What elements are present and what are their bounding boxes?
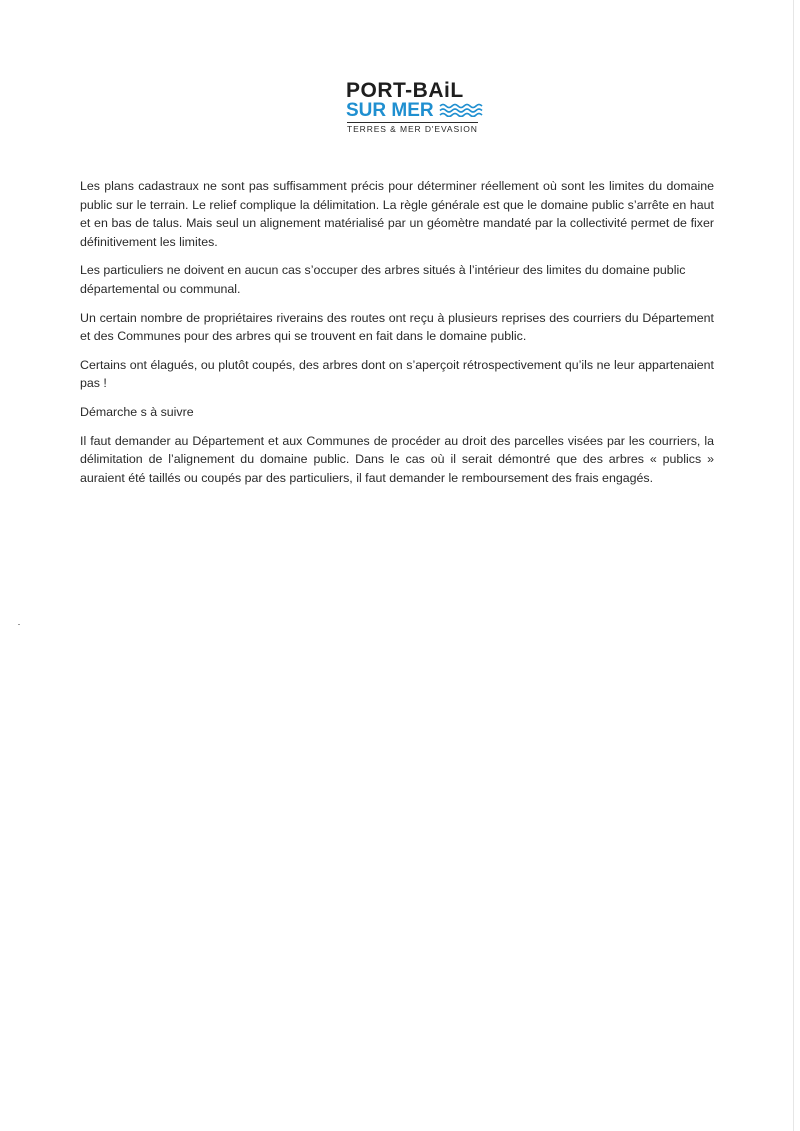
- section-heading-steps: Démarche s à suivre: [80, 404, 194, 419]
- paragraph-steps-to-follow: Il faut demander au Département et aux Communes de procéder au droit des parcelles visées par les courriers, la délimitation de l’alignement du domaine public. Dans le cas où il serait démontré que des arbres « publics » auraient été taillés ou coupés par des particuliers, il faut demander le remboursement des frais engagés.: [80, 433, 714, 485]
- paragraph-pruned-trees: Certains ont élagués, ou plutôt coupés, des arbres dont on s’aperçoit rétrospectivement qu’ils ne leur appartenaient pas !: [80, 357, 714, 391]
- page-edge: [793, 0, 794, 1131]
- waves-icon: [439, 103, 487, 117]
- port-bail-logo: [340, 80, 490, 134]
- paragraph-cadastral-plans: Les plans cadastraux ne sont pas suffisamment précis pour déterminer réellement où sont les limites du domaine public sur le terrain. Le relief complique la délimitation. La règle générale est que le domaine public s’arrête en haut et en bas de talus. Mais seul un alignement matérialisé par un géomètre mandaté par la collectivité permet de fixer définitivement les limites.: [80, 179, 714, 249]
- document-body: [80, 177, 714, 497]
- paragraph-riparian-owners: Un certain nombre de propriétaires riverains des routes ont reçu à plusieurs reprises des courriers du Département et des Communes pour des arbres qui se trouvent en fait dans le domaine public.: [80, 310, 714, 344]
- logo-subtitle: SUR MER: [346, 100, 434, 121]
- logo-tagline: TERRES & MER D'EVASION: [347, 124, 478, 134]
- logo-subtitle-row: [346, 101, 487, 121]
- scan-speck: [18, 624, 20, 625]
- logo-title: PORT-BAiL: [346, 79, 464, 102]
- paragraph-individuals-trees: Les particuliers ne doivent en aucun cas s’occuper des arbres situés à l’intérieur des limites du domaine public départemental ou communal.: [80, 263, 686, 296]
